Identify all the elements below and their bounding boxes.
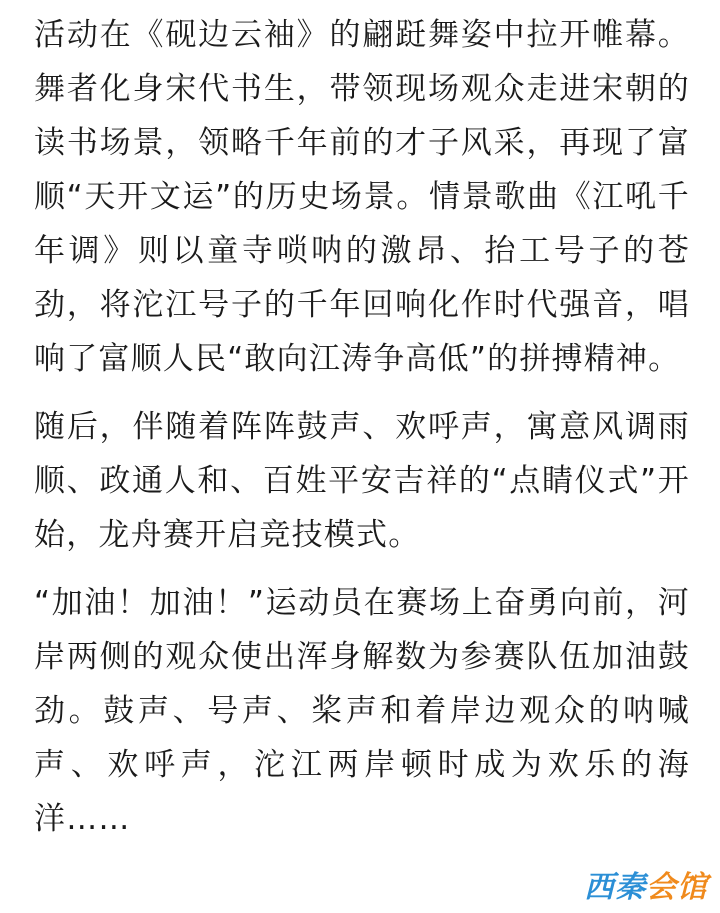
paragraph-opening-performance: 活动在《砚边云袖》的翩跹舞姿中拉开帷幕。舞者化身宋代书生，带领现场观众走进宋朝的读书场景，领略千年前的才子风采，再现了富顺“天开文运”的历史场景。情景歌曲《江吼千年调》则以童寺唢呐的激昂、抬工号子的苍劲，将沱江号子的千年回响化作时代强音，唱响了富顺人民“敢向江涛争高低”的拼搏精神。 <box>34 17 690 377</box>
paragraph-race-cheering: “加油！加油！”运动员在赛场上奋勇向前，河岸两侧的观众使出浑身解数为参赛队伍加油鼓劲。鼓声、号声、桨声和着岸边观众的呐喊声、欢呼声，沱江两岸顿时成为欢乐的海洋…… <box>34 585 690 837</box>
paragraph-eye-dotting-ceremony: 随后，伴随着阵阵鼓声、欢呼声，寓意风调雨顺、政通人和、百姓平安吉祥的“点睛仪式”开始，龙舟赛开启竞技模式。 <box>34 409 690 553</box>
paragraph-spacer <box>34 386 690 400</box>
watermark-text-part1: 西秦 <box>584 870 646 905</box>
watermark-text-part2: 会馆 <box>646 870 708 905</box>
article-body <box>34 8 690 846</box>
watermark-logo <box>584 871 708 905</box>
paragraph-spacer <box>34 562 690 576</box>
